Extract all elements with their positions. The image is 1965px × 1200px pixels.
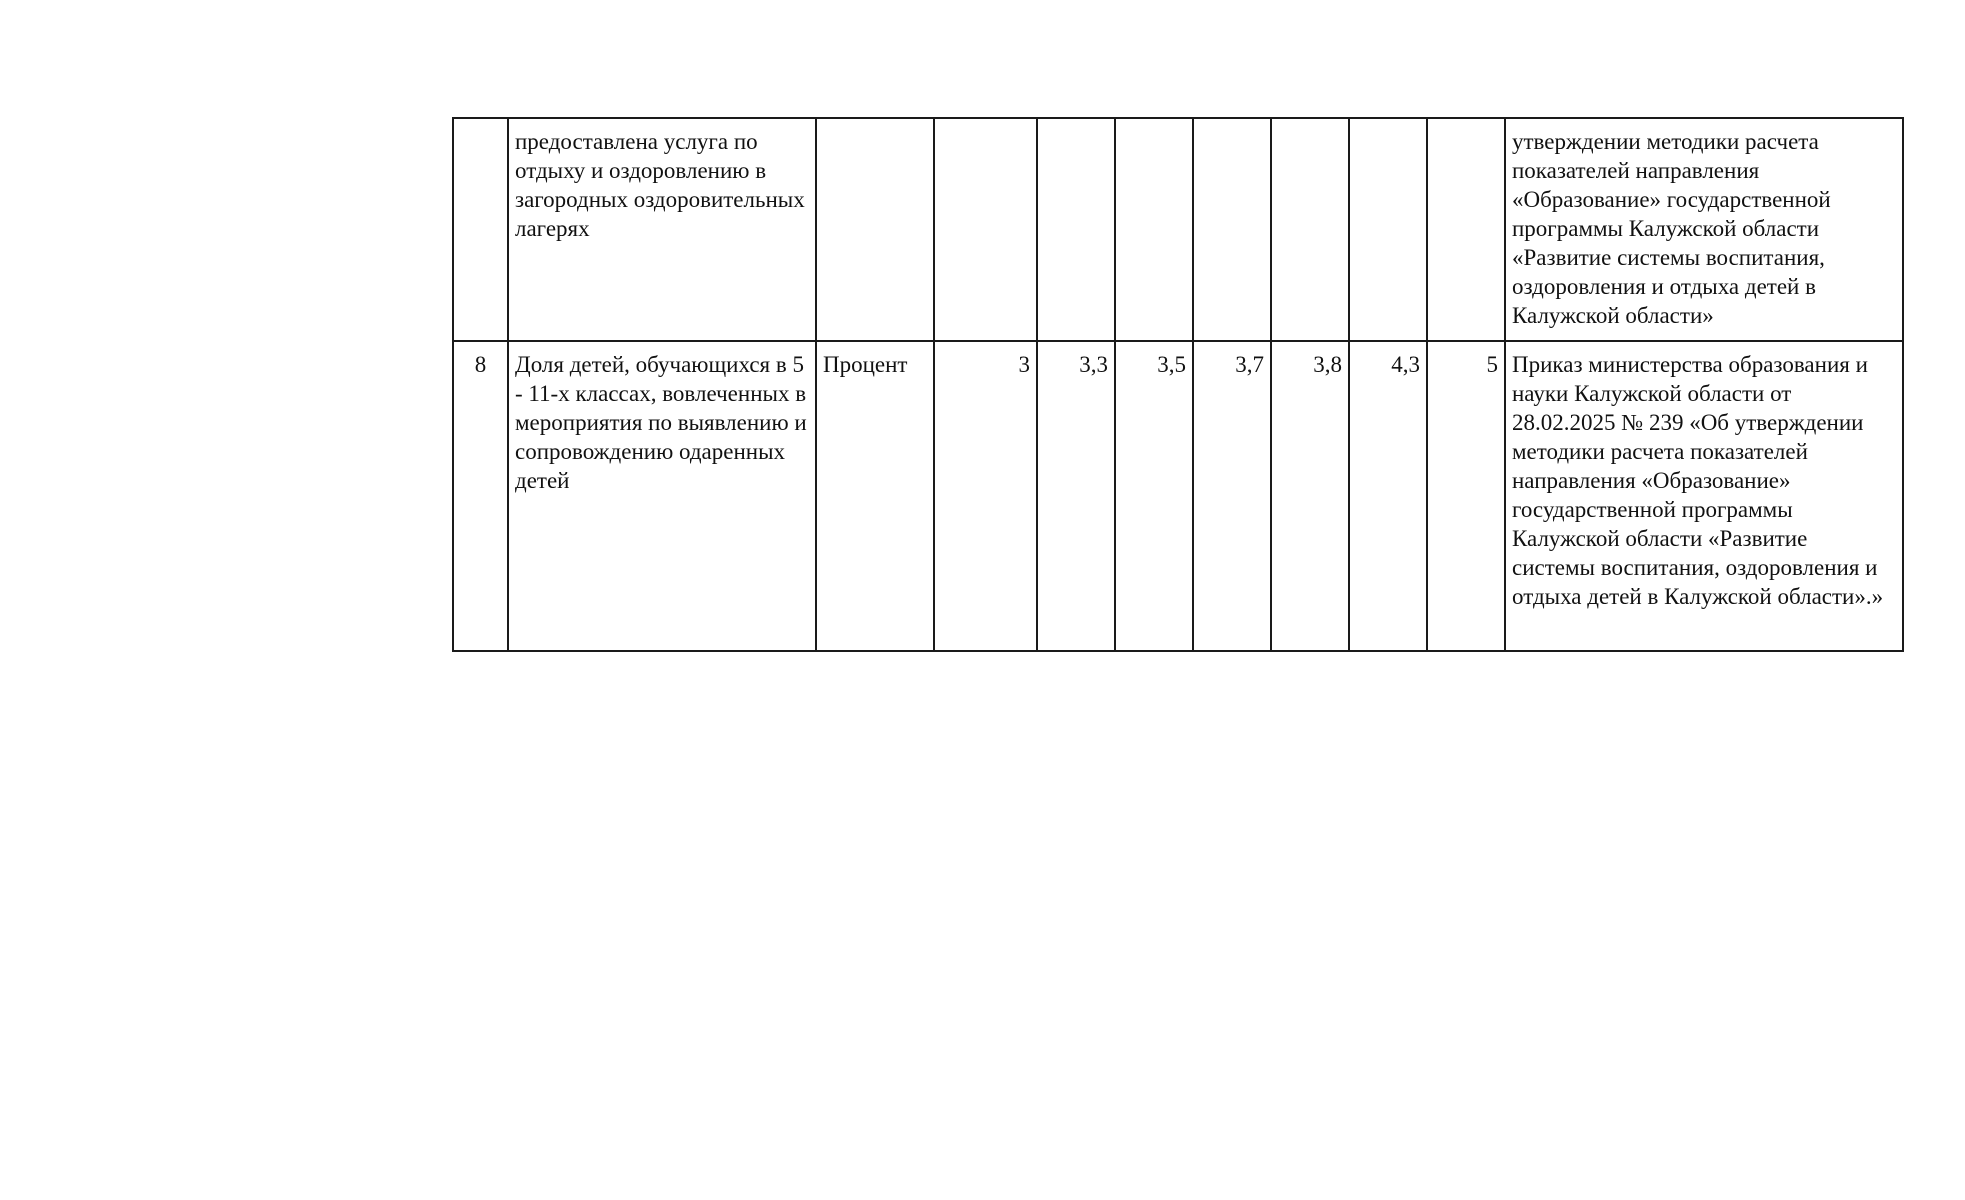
source-document-cell: Приказ министерства образования и науки Калужской области от 28.02.2025 № 239 «Об утверждении методики расчета показателей направления «Образование» государственной программы Калужской области «Развитие системы воспитания, оздоровления и отдыха детей в Калужской области».»: [1505, 341, 1903, 651]
value-cell: [1115, 118, 1193, 341]
indicators-table: [452, 117, 1904, 652]
value-cell: [1193, 118, 1271, 341]
value-cell: [1427, 118, 1505, 341]
unit-cell: Процент: [816, 341, 934, 651]
value-cell: [1349, 118, 1427, 341]
row-number-cell: [453, 118, 508, 341]
unit-cell: [816, 118, 934, 341]
value-cell: 3,7: [1193, 341, 1271, 651]
table-row: [453, 118, 1903, 341]
value-cell: 3: [934, 341, 1037, 651]
source-document-cell: утверждении методики расчета показателей направления «Образование» государственной программы Калужской области «Развитие системы воспитания, оздоровления и отдыха детей в Калужской области»: [1505, 118, 1903, 341]
indicator-name-cell: предоставлена услуга по отдыху и оздоровлению в загородных оздоровительных лагерях: [508, 118, 816, 341]
value-cell: 4,3: [1349, 341, 1427, 651]
value-cell: [934, 118, 1037, 341]
indicator-name-cell: Доля детей, обучающихся в 5 - 11-х классах, вовлеченных в мероприятия по выявлению и сопровождению одаренных детей: [508, 341, 816, 651]
value-cell: 3,8: [1271, 341, 1349, 651]
row-number-cell: 8: [453, 341, 508, 651]
value-cell: [1271, 118, 1349, 341]
value-cell: 5: [1427, 341, 1505, 651]
value-cell: 3,5: [1115, 341, 1193, 651]
value-cell: 3,3: [1037, 341, 1115, 651]
table-row: [453, 341, 1903, 651]
value-cell: [1037, 118, 1115, 341]
